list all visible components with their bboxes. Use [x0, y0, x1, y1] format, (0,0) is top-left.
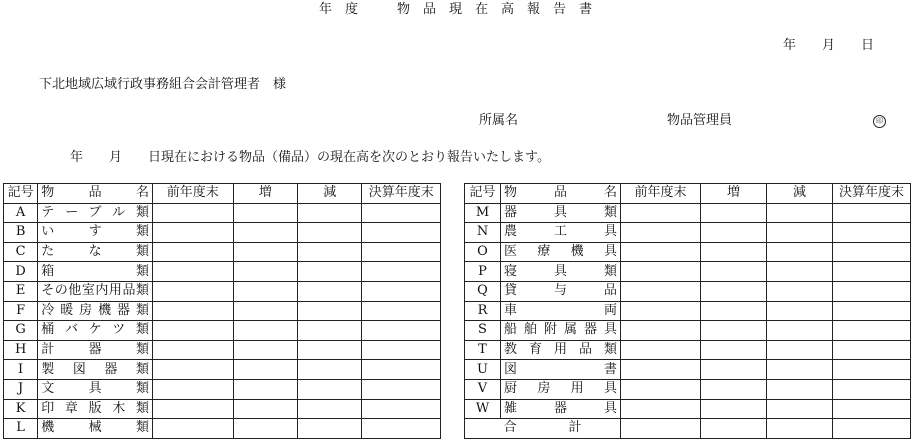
decrease-cell[interactable] [767, 203, 833, 223]
table-row [4, 223, 441, 243]
settlement-year-end-cell[interactable] [833, 321, 911, 341]
table-row [465, 203, 911, 223]
prev-year-end-cell[interactable] [153, 301, 234, 321]
table-row [465, 242, 911, 262]
decrease-cell[interactable] [298, 379, 362, 399]
increase-cell[interactable] [233, 203, 297, 223]
header-settlement-year-end: 決算年度末 [362, 184, 441, 204]
settlement-year-end-cell[interactable] [833, 360, 911, 380]
item-name: 桶バケツ類 [38, 321, 153, 341]
total-label: 合 計 [465, 419, 621, 439]
settlement-year-end-cell[interactable] [833, 281, 911, 301]
header-item-name: 物品名 [501, 184, 621, 204]
settlement-year-end-cell[interactable] [833, 203, 911, 223]
increase-cell[interactable] [701, 340, 767, 360]
item-name: 箱類 [38, 262, 153, 282]
item-code: G [4, 321, 38, 341]
table-row [4, 340, 441, 360]
decrease-cell[interactable] [298, 360, 362, 380]
item-code: W [465, 399, 501, 419]
table-row [4, 281, 441, 301]
item-code: O [465, 242, 501, 262]
settlement-year-end-cell[interactable] [362, 340, 441, 360]
prev-year-end-cell[interactable] [621, 203, 701, 223]
prev-year-end-cell[interactable] [621, 360, 701, 380]
total-prev-year-end-cell[interactable] [621, 419, 701, 439]
header-decrease: 減 [298, 184, 362, 204]
prev-year-end-cell[interactable] [621, 223, 701, 243]
decrease-cell[interactable] [298, 203, 362, 223]
prev-year-end-cell[interactable] [153, 242, 234, 262]
item-name: 医療機具 [501, 242, 621, 262]
settlement-year-end-cell[interactable] [362, 321, 441, 341]
table-row [4, 419, 441, 439]
total-increase-cell[interactable] [701, 419, 767, 439]
prev-year-end-cell[interactable] [621, 399, 701, 419]
prev-year-end-cell[interactable] [153, 360, 234, 380]
item-name: 製図器類 [38, 360, 153, 380]
settlement-year-end-cell[interactable] [362, 281, 441, 301]
settlement-year-end-cell[interactable] [833, 242, 911, 262]
settlement-year-end-cell[interactable] [362, 223, 441, 243]
item-name: たな類 [38, 242, 153, 262]
document-title: 年 度 物 品 現 在 高 報 告 書 [318, 2, 592, 17]
header-increase: 増 [701, 184, 767, 204]
header-prev-year-end: 前年度末 [621, 184, 701, 204]
prev-year-end-cell[interactable] [621, 340, 701, 360]
table-row [465, 301, 911, 321]
seal-mark: 印 [873, 115, 886, 128]
item-name: 冷暖房機器類 [38, 301, 153, 321]
item-name: 文具類 [38, 379, 153, 399]
decrease-cell[interactable] [298, 242, 362, 262]
total-settlement-year-end-cell[interactable] [833, 419, 911, 439]
item-code: M [465, 203, 501, 223]
table-row [465, 340, 911, 360]
increase-cell[interactable] [233, 281, 297, 301]
prev-year-end-cell[interactable] [153, 321, 234, 341]
decrease-cell[interactable] [767, 340, 833, 360]
increase-cell[interactable] [701, 203, 767, 223]
header-item-name: 物品名 [38, 184, 153, 204]
prev-year-end-cell[interactable] [153, 379, 234, 399]
prev-year-end-cell[interactable] [153, 281, 234, 301]
item-code: C [4, 242, 38, 262]
header-settlement-year-end: 決算年度末 [833, 184, 911, 204]
item-code: A [4, 203, 38, 223]
increase-cell[interactable] [233, 321, 297, 341]
decrease-cell[interactable] [298, 419, 362, 439]
prev-year-end-cell[interactable] [153, 203, 234, 223]
settlement-year-end-cell[interactable] [833, 399, 911, 419]
increase-cell[interactable] [233, 223, 297, 243]
prev-year-end-cell[interactable] [621, 321, 701, 341]
item-code: L [4, 419, 38, 439]
increase-cell[interactable] [233, 242, 297, 262]
settlement-year-end-cell[interactable] [362, 301, 441, 321]
settlement-year-end-cell[interactable] [833, 262, 911, 282]
table-header-row [465, 184, 911, 204]
item-code: K [4, 399, 38, 419]
prev-year-end-cell[interactable] [621, 281, 701, 301]
table-row [4, 360, 441, 380]
table-row [465, 379, 911, 399]
settlement-year-end-cell[interactable] [362, 419, 441, 439]
prev-year-end-cell[interactable] [153, 262, 234, 282]
item-name: 車両 [501, 301, 621, 321]
decrease-cell[interactable] [767, 301, 833, 321]
increase-cell[interactable] [701, 360, 767, 380]
decrease-cell[interactable] [298, 223, 362, 243]
item-code: I [4, 360, 38, 380]
prev-year-end-cell[interactable] [153, 399, 234, 419]
increase-cell[interactable] [701, 242, 767, 262]
item-name: 教育用品類 [501, 340, 621, 360]
table-row [465, 399, 911, 419]
addressee: 下北地域広域行政事務組合会計管理者 様 [39, 77, 287, 92]
decrease-cell[interactable] [767, 321, 833, 341]
decrease-cell[interactable] [767, 262, 833, 282]
decrease-cell[interactable] [767, 223, 833, 243]
item-code: N [465, 223, 501, 243]
decrease-cell[interactable] [298, 262, 362, 282]
settlement-year-end-cell[interactable] [362, 203, 441, 223]
settlement-year-end-cell[interactable] [833, 301, 911, 321]
prev-year-end-cell[interactable] [621, 262, 701, 282]
increase-cell[interactable] [233, 379, 297, 399]
item-code: D [4, 262, 38, 282]
inventory-table-right [464, 183, 911, 439]
decrease-cell[interactable] [767, 379, 833, 399]
increase-cell[interactable] [701, 379, 767, 399]
item-code: J [4, 379, 38, 399]
settlement-year-end-cell[interactable] [833, 379, 911, 399]
table-row [4, 242, 441, 262]
table-row [4, 301, 441, 321]
increase-cell[interactable] [701, 321, 767, 341]
item-code: T [465, 340, 501, 360]
decrease-cell[interactable] [298, 281, 362, 301]
increase-cell[interactable] [233, 360, 297, 380]
item-code: F [4, 301, 38, 321]
increase-cell[interactable] [233, 301, 297, 321]
decrease-cell[interactable] [298, 399, 362, 419]
settlement-year-end-cell[interactable] [833, 223, 911, 243]
prev-year-end-cell[interactable] [153, 223, 234, 243]
increase-cell[interactable] [701, 281, 767, 301]
item-name: 船舶附属器具 [501, 321, 621, 341]
item-name: 貸与品 [501, 281, 621, 301]
item-name: 計器類 [38, 340, 153, 360]
total-row [465, 419, 911, 439]
decrease-cell[interactable] [767, 399, 833, 419]
increase-cell[interactable] [233, 340, 297, 360]
decrease-cell[interactable] [298, 301, 362, 321]
header-prev-year-end: 前年度末 [153, 184, 234, 204]
prev-year-end-cell[interactable] [153, 419, 234, 439]
settlement-year-end-cell[interactable] [362, 360, 441, 380]
decrease-cell[interactable] [298, 340, 362, 360]
table-row [4, 321, 441, 341]
item-code: B [4, 223, 38, 243]
decrease-cell[interactable] [767, 242, 833, 262]
item-name: 農工具 [501, 223, 621, 243]
item-name: 厨房用具 [501, 379, 621, 399]
report-date-line: 年 月 日 [783, 38, 875, 53]
item-name: その他室内用品類 [38, 281, 153, 301]
item-name: 雑器具 [501, 399, 621, 419]
decrease-cell[interactable] [767, 360, 833, 380]
increase-cell[interactable] [701, 223, 767, 243]
table-row [465, 321, 911, 341]
item-code: E [4, 281, 38, 301]
item-code: R [465, 301, 501, 321]
settlement-year-end-cell[interactable] [362, 242, 441, 262]
goods-manager-label: 物品管理員 [667, 113, 733, 128]
header-increase: 増 [233, 184, 297, 204]
item-code: S [465, 321, 501, 341]
table-header-row [4, 184, 441, 204]
item-code: V [465, 379, 501, 399]
settlement-year-end-cell[interactable] [362, 399, 441, 419]
item-name: 図書 [501, 360, 621, 380]
table-row [465, 281, 911, 301]
item-name: いす類 [38, 223, 153, 243]
table-row [465, 262, 911, 282]
item-code: U [465, 360, 501, 380]
table-row [465, 223, 911, 243]
inventory-table-left [3, 183, 441, 439]
table-row [465, 360, 911, 380]
item-name: 器具類 [501, 203, 621, 223]
affiliation-label: 所属名 [479, 113, 519, 128]
increase-cell[interactable] [233, 399, 297, 419]
increase-cell[interactable] [701, 262, 767, 282]
item-name: テーブル類 [38, 203, 153, 223]
table-row [4, 203, 441, 223]
header-code: 記号 [4, 184, 38, 204]
settlement-year-end-cell[interactable] [833, 340, 911, 360]
item-code: H [4, 340, 38, 360]
increase-cell[interactable] [233, 419, 297, 439]
intro-text: 年 月 日現在における物品（備品）の現在高を次のとおり報告いたします。 [70, 150, 550, 165]
item-name: 印章版木類 [38, 399, 153, 419]
table-row [4, 379, 441, 399]
increase-cell[interactable] [701, 301, 767, 321]
item-code: P [465, 262, 501, 282]
item-name: 機械類 [38, 419, 153, 439]
increase-cell[interactable] [233, 262, 297, 282]
table-row [4, 399, 441, 419]
item-code: Q [465, 281, 501, 301]
prev-year-end-cell[interactable] [621, 379, 701, 399]
prev-year-end-cell[interactable] [153, 340, 234, 360]
settlement-year-end-cell[interactable] [362, 262, 441, 282]
settlement-year-end-cell[interactable] [362, 379, 441, 399]
decrease-cell[interactable] [767, 281, 833, 301]
item-name: 寝具類 [501, 262, 621, 282]
total-decrease-cell[interactable] [767, 419, 833, 439]
decrease-cell[interactable] [298, 321, 362, 341]
header-code: 記号 [465, 184, 501, 204]
header-decrease: 減 [767, 184, 833, 204]
prev-year-end-cell[interactable] [621, 242, 701, 262]
prev-year-end-cell[interactable] [621, 301, 701, 321]
table-row [4, 262, 441, 282]
increase-cell[interactable] [701, 399, 767, 419]
